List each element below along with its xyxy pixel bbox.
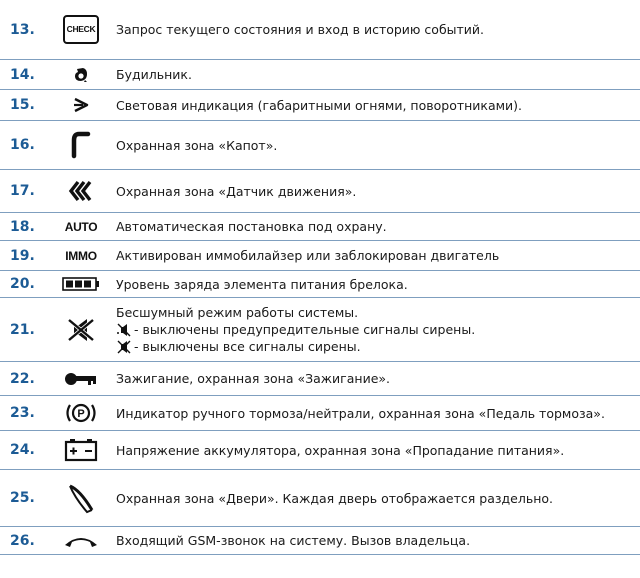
- row-number: 21.: [10, 321, 35, 338]
- row-number: 19.: [10, 247, 35, 264]
- row-description: Охранная зона «Двери». Каждая дверь отображается раздельно.: [116, 490, 553, 506]
- table-row: [0, 0, 640, 60]
- row-number: 13.: [10, 21, 35, 38]
- table-row: [0, 470, 640, 527]
- row-number: 22.: [10, 370, 35, 387]
- row-description: Зажигание, охранная зона «Зажигание».: [116, 371, 390, 386]
- ignition-key-icon: [56, 371, 106, 387]
- row-number: 17.: [10, 183, 35, 199]
- sub-line-text: - выключены предупредительные сигналы сирены.: [134, 322, 476, 337]
- row-description: Активирован иммобилайзер или заблокирован двигатель: [116, 248, 500, 263]
- row-description: Уровень заряда элемента питания брелока.: [116, 276, 408, 292]
- sub-line-all-off: [116, 338, 640, 355]
- row-number: 14.: [10, 66, 35, 83]
- car-battery-icon: [56, 438, 106, 462]
- table-row: [0, 527, 640, 555]
- row-description: Автоматическая постановка под охрану.: [116, 219, 387, 234]
- table-row: [0, 213, 640, 241]
- table-row: [0, 60, 640, 90]
- table-row: [0, 362, 640, 396]
- row-description: Индикатор ручного тормоза/нейтрали, охранная зона «Педаль тормоза».: [116, 405, 605, 421]
- siren-all-off-icon: [116, 340, 132, 354]
- row-number: 26.: [10, 532, 35, 549]
- table-row: [0, 431, 640, 470]
- motion-sensor-icon: [56, 180, 106, 202]
- row-number: 15.: [10, 97, 35, 113]
- sub-line-warning-off: [116, 321, 640, 338]
- table-row: [0, 170, 640, 213]
- battery-level-icon: [56, 277, 106, 291]
- sub-line-text: - выключены все сигналы сирены.: [134, 339, 361, 354]
- row-number: 25.: [10, 490, 35, 506]
- row-description: Будильник.: [116, 67, 192, 82]
- row-description: [106, 304, 640, 355]
- table-row: [0, 396, 640, 431]
- row-number: 16.: [10, 137, 35, 153]
- table-row: [0, 90, 640, 121]
- immo-icon-label: IMMO: [65, 248, 97, 263]
- siren-warning-off-icon: [116, 323, 132, 337]
- row-description: Световая индикация (габаритными огнями, поворотниками).: [116, 97, 523, 113]
- row-number: 20.: [10, 276, 35, 292]
- silent-mode-icon: [56, 317, 106, 343]
- row-main-text: Бесшумный режим работы системы.: [116, 305, 359, 320]
- row-description: Запрос текущего состояния и вход в историю событий.: [116, 22, 485, 37]
- check-icon: [56, 15, 106, 44]
- light-indicator-icon: [56, 97, 106, 113]
- row-description: Входящий GSM-звонок на систему. Вызов владельца.: [116, 533, 471, 548]
- check-icon-label: CHECK: [63, 15, 100, 44]
- row-description: Охранная зона «Капот».: [116, 137, 278, 153]
- table-row: [0, 241, 640, 271]
- row-number: 24.: [10, 442, 35, 458]
- door-zone-icon: [56, 482, 106, 514]
- row-description: Охранная зона «Датчик движения».: [116, 183, 357, 199]
- table-row: [0, 271, 640, 298]
- table-row: [0, 121, 640, 170]
- row-description: Напряжение аккумулятора, охранная зона «Пропадание питания».: [116, 442, 565, 458]
- immo-icon: [56, 249, 106, 263]
- hood-zone-icon: [56, 131, 106, 159]
- auto-icon: [56, 220, 106, 234]
- phone-call-icon: [56, 533, 106, 549]
- table-row: [0, 298, 640, 362]
- auto-icon-label: AUTO: [64, 219, 98, 234]
- parking-brake-icon: [56, 401, 106, 425]
- svg-text:P: P: [77, 408, 85, 420]
- row-number: 18.: [10, 218, 35, 235]
- row-number: 23.: [10, 405, 35, 421]
- alarm-clock-icon: [56, 66, 106, 84]
